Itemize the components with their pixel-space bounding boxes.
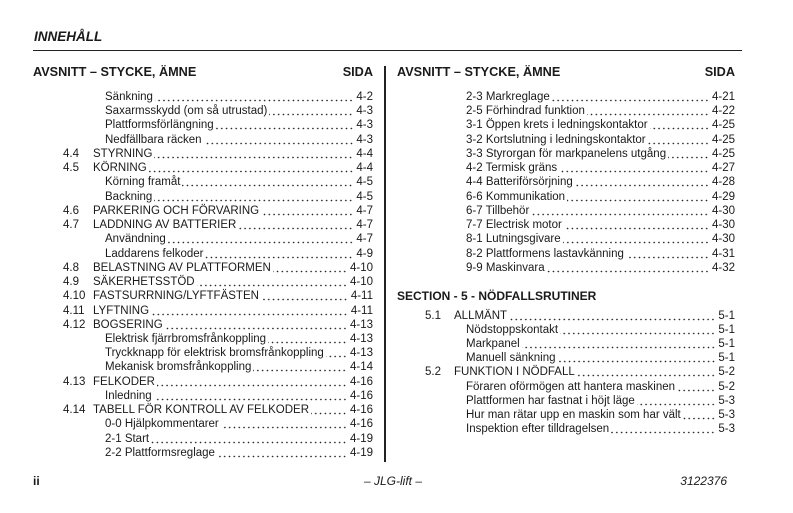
entry-number: 4.10 [63,290,86,303]
entry-page: 4-30 [711,219,735,232]
toc-entry[interactable] [33,190,373,204]
entry-title: Tryckknapp för elektrisk bromsfrånkoppling [105,347,324,360]
entry-title: 7-7 Electrisk motor [466,219,562,232]
toc-entry[interactable] [397,232,735,246]
entry-title: 2-2 Plattformsreglage [105,446,215,459]
dot-leader [552,90,709,104]
entry-page: 5-2 [718,380,735,393]
dot-leader [567,190,709,204]
toc-entry[interactable] [33,360,373,374]
toc-column-left [33,64,373,460]
entry-title: Elektrisk fjärrbromsfrånkoppling [105,332,267,345]
dot-leader [154,147,353,161]
entry-page: 4-3 [356,133,373,146]
entry-page: 4-30 [711,233,735,246]
toc-entry[interactable] [33,232,373,246]
entry-title: 3-3 Styrorgan för markpanelens utgång [466,147,667,160]
entry-title: BOGSERING [93,318,163,331]
dot-leader [204,133,354,147]
toc-entry[interactable] [397,175,735,189]
dot-leader [547,261,709,275]
page-title: INNEHÅLL [34,29,103,44]
toc-entry[interactable] [33,261,373,275]
entry-number: 4.5 [63,162,79,175]
entry-page: 4-16 [349,418,373,431]
dot-leader [509,309,715,323]
dot-leader [563,232,709,246]
entry-number: 4.12 [63,318,86,331]
entry-title: BELASTNING AV PLATTFORMEN [93,261,271,274]
dot-leader [577,365,716,379]
toc-entry[interactable] [33,289,373,303]
dot-leader [326,346,347,360]
toc-entry[interactable] [33,104,373,118]
entry-title: 2-1 Start [105,432,150,445]
dot-leader [558,351,716,365]
entry-page: 4-31 [711,247,735,260]
toc-entry[interactable] [397,161,735,175]
entry-page: 4-21 [711,91,735,103]
entry-title: Inspektion efter tilldragelsen [466,423,610,436]
entry-page: 4-32 [711,261,735,274]
dot-leader [559,161,709,175]
dot-leader [273,261,347,275]
dot-leader [155,90,353,104]
entry-page: 4-10 [349,261,373,274]
dot-leader [151,304,348,318]
entry-title: PARKERING OCH FÖRVARING [93,204,260,217]
entry-number: 4.6 [63,204,79,217]
toc-entry[interactable] [33,247,373,261]
entry-title: LADDNING AV BATTERIER [93,219,237,232]
entry-page: 4-10 [349,276,373,289]
toc-entry[interactable] [397,147,735,161]
title-rule [33,50,742,51]
dot-leader [587,104,709,118]
entry-title: Hur man rätar upp en maskin som har vält [466,409,681,422]
entry-page: 4-13 [349,332,373,345]
dot-leader [216,118,354,132]
entry-page: 4-25 [711,119,735,132]
toc-list [397,309,735,437]
toc-entry[interactable] [33,432,373,446]
toc-entry[interactable] [397,104,735,118]
footer-page-number: ii [33,474,40,488]
column-header [33,64,373,80]
entry-title: Användning [105,233,166,246]
entry-title: FELKODER [93,375,155,388]
entry-title: Backning [105,190,153,203]
toc-entry[interactable] [33,403,373,417]
section-heading: SECTION - 5 - NÖDFALLSRUTINER [397,289,597,304]
toc-entry[interactable] [397,218,735,232]
entry-title: KÖRNING [93,162,147,175]
footer-brand: – JLG-lift – [363,474,423,488]
entry-title: 8-1 Lutningsgivare [466,233,561,246]
entry-title: LYFTNING [93,304,150,317]
dot-leader [165,318,347,332]
toc-entry[interactable] [397,118,735,132]
entry-page: 5-1 [718,309,735,322]
toc-entry[interactable] [33,417,373,431]
entry-title: STYRNING [93,147,153,160]
dot-leader [217,446,347,460]
entry-page: 4-13 [349,347,373,360]
entry-number: 4.14 [63,404,86,417]
entry-title: Sänkning [105,91,153,103]
toc-entry[interactable] [33,275,373,289]
entry-page: 4-7 [356,233,373,246]
toc-entry[interactable] [33,161,373,175]
dot-leader [154,190,353,204]
entry-page: 4-13 [349,318,373,331]
entry-title: Laddarens felkoder [105,247,204,260]
entry-page: 4-3 [356,119,373,132]
entry-number: 4.7 [63,219,79,232]
dot-leader [253,360,347,374]
toc-entry[interactable] [33,204,373,218]
entry-page: 4-14 [349,361,373,374]
entry-page: 4-16 [349,375,373,388]
entry-number: 5.1 [425,309,441,322]
entry-number: 4.4 [63,147,79,160]
entry-title: 6-7 Tillbehör [466,204,530,217]
dot-leader [154,389,347,403]
toc-entry[interactable] [33,389,373,403]
entry-page: 5-1 [718,337,735,350]
dot-leader [149,161,354,175]
dot-leader [268,332,347,346]
toc-entry[interactable] [397,309,735,323]
toc-entry[interactable] [397,337,735,351]
entry-title: Föraren oförmögen att hantera maskinen [466,380,676,393]
dot-leader [626,247,709,261]
column-header [397,64,735,80]
column-header-page-label: SIDA [342,65,373,79]
entry-title: FUNKTION I NÖDFALL [454,366,575,379]
dot-leader [269,104,353,118]
toc-entry[interactable] [397,190,735,204]
entry-page: 4-4 [356,162,373,175]
toc-entry[interactable] [33,318,373,332]
dot-leader [261,289,348,303]
dot-leader [575,175,709,189]
entry-page: 4-22 [711,105,735,118]
column-divider [384,66,386,462]
dot-leader [522,337,716,351]
footer-document-number: 3122376 [680,474,727,488]
entry-page: 4-19 [349,446,373,459]
dot-leader [668,147,709,161]
entry-title: Plattformsförlängning [105,119,214,132]
toc-entry[interactable] [397,133,735,147]
dot-leader [238,218,353,232]
toc-entry[interactable] [397,380,735,394]
toc-entry[interactable] [397,422,735,436]
dot-leader [683,408,716,422]
entry-page: 4-27 [711,162,735,175]
toc-entry[interactable] [33,147,373,161]
entry-page: 5-1 [718,352,735,365]
dot-leader [648,133,709,147]
entry-page: 4-2 [356,91,373,103]
toc-entry[interactable] [33,175,373,189]
toc-entry[interactable] [33,118,373,132]
entry-title: ALLMÄNT [454,309,508,322]
dot-leader [261,204,353,218]
entry-page: 4-3 [356,105,373,118]
entry-title: Saxarmsskydd (om så utrustad) [105,105,268,118]
entry-title: 4-2 Termisk gräns [466,162,558,175]
dot-leader [221,417,347,431]
dot-leader [182,175,353,189]
column-header-section-label: AVSNITT – STYCKE, ÄMNE [33,65,197,79]
entry-title: FASTSURRNING/LYFTFÄSTEN [93,290,259,303]
toc-entry[interactable] [33,332,373,346]
entry-page: 4-19 [349,432,373,445]
entry-page: 5-3 [718,423,735,436]
toc-entry[interactable] [397,351,735,365]
entry-title: 3-2 Kortslutning i ledningskontaktor [466,133,646,146]
toc-entry[interactable] [33,304,373,318]
toc-entry[interactable] [397,90,735,104]
entry-title: Plattformen har fastnat i höjt läge [466,394,635,407]
toc-entry[interactable] [33,446,373,460]
dot-leader [637,394,716,408]
entry-title: SÄKERHETSSTÖD [93,276,195,289]
dot-leader [677,380,715,394]
entry-title: 4-4 Batteriförsörjning [466,176,573,189]
toc-entry[interactable] [397,365,735,379]
toc-column-right [397,64,735,437]
dot-leader [564,218,709,232]
entry-title: 2-5 Förhindrad funktion [466,105,585,118]
dot-leader [311,403,347,417]
entry-page: 4-11 [350,290,373,303]
entry-title: 2-3 Markreglage [466,91,550,103]
entry-page: 4-30 [711,204,735,217]
toc-entry[interactable] [33,346,373,360]
entry-page: 4-5 [356,176,373,189]
entry-title: Markpanel [466,337,520,350]
entry-page: 4-11 [350,304,373,317]
entry-page: 5-3 [718,409,735,422]
toc-entry[interactable] [33,218,373,232]
entry-title: Inledning [105,389,152,402]
entry-title: TABELL FÖR KONTROLL AV FELKODER [93,404,310,417]
toc-entry[interactable] [397,408,735,422]
dot-leader [531,204,709,218]
dot-leader [197,275,347,289]
dot-leader [611,422,715,436]
entry-title: Körning framåt [105,176,181,189]
dot-leader [560,323,715,337]
entry-page: 4-16 [349,404,373,417]
toc-entry[interactable] [33,375,373,389]
entry-page: 4-16 [349,389,373,402]
entry-page: 5-1 [718,323,735,336]
entry-page: 4-9 [356,247,373,260]
entry-title: Mekanisk bromsfrånkoppling [105,361,252,374]
entry-page: 5-3 [718,394,735,407]
entry-title: Nödstoppskontakt [466,323,559,336]
entry-title: 0-0 Hjälpkommentarer [105,418,219,431]
entry-title: 3-1 Öppen krets i ledningskontaktor [466,119,648,132]
entry-title: 6-6 Kommunikation [466,190,566,203]
toc-list [397,90,735,275]
toc-entry[interactable] [33,133,373,147]
dot-leader [205,247,353,261]
entry-page: 4-29 [711,190,735,203]
dot-leader [157,375,347,389]
entry-number: 4.11 [63,304,85,317]
toc-entry[interactable] [397,204,735,218]
entry-title: Nedfällbara räcken [105,133,202,146]
dot-leader [151,432,347,446]
dot-leader [650,118,709,132]
entry-title: Manuell sänkning [466,352,556,365]
column-header-page-label: SIDA [704,65,735,79]
entry-page: 4-25 [711,147,735,160]
entry-title: 8-2 Plattformens lastavkänning [466,247,624,260]
dot-leader [168,232,354,246]
toc-list [33,90,373,460]
toc-entry[interactable] [397,247,735,261]
entry-page: 5-2 [718,366,735,379]
entry-page: 4-4 [356,147,373,160]
toc-entry[interactable] [397,394,735,408]
column-header-section-label: AVSNITT – STYCKE, ÄMNE [397,65,561,79]
entry-number: 5.2 [425,366,441,379]
entry-number: 4.13 [63,375,86,388]
entry-page: 4-25 [711,133,735,146]
entry-number: 4.8 [63,261,79,274]
toc-entry[interactable] [397,261,735,275]
entry-page: 4-7 [356,204,373,217]
toc-entry[interactable] [397,323,735,337]
entry-page: 4-5 [356,190,373,203]
entry-number: 4.9 [63,276,79,289]
toc-entry[interactable] [33,90,373,104]
entry-page: 4-28 [711,176,735,189]
entry-title: 9-9 Maskinvara [466,261,545,274]
entry-page: 4-7 [356,219,373,232]
